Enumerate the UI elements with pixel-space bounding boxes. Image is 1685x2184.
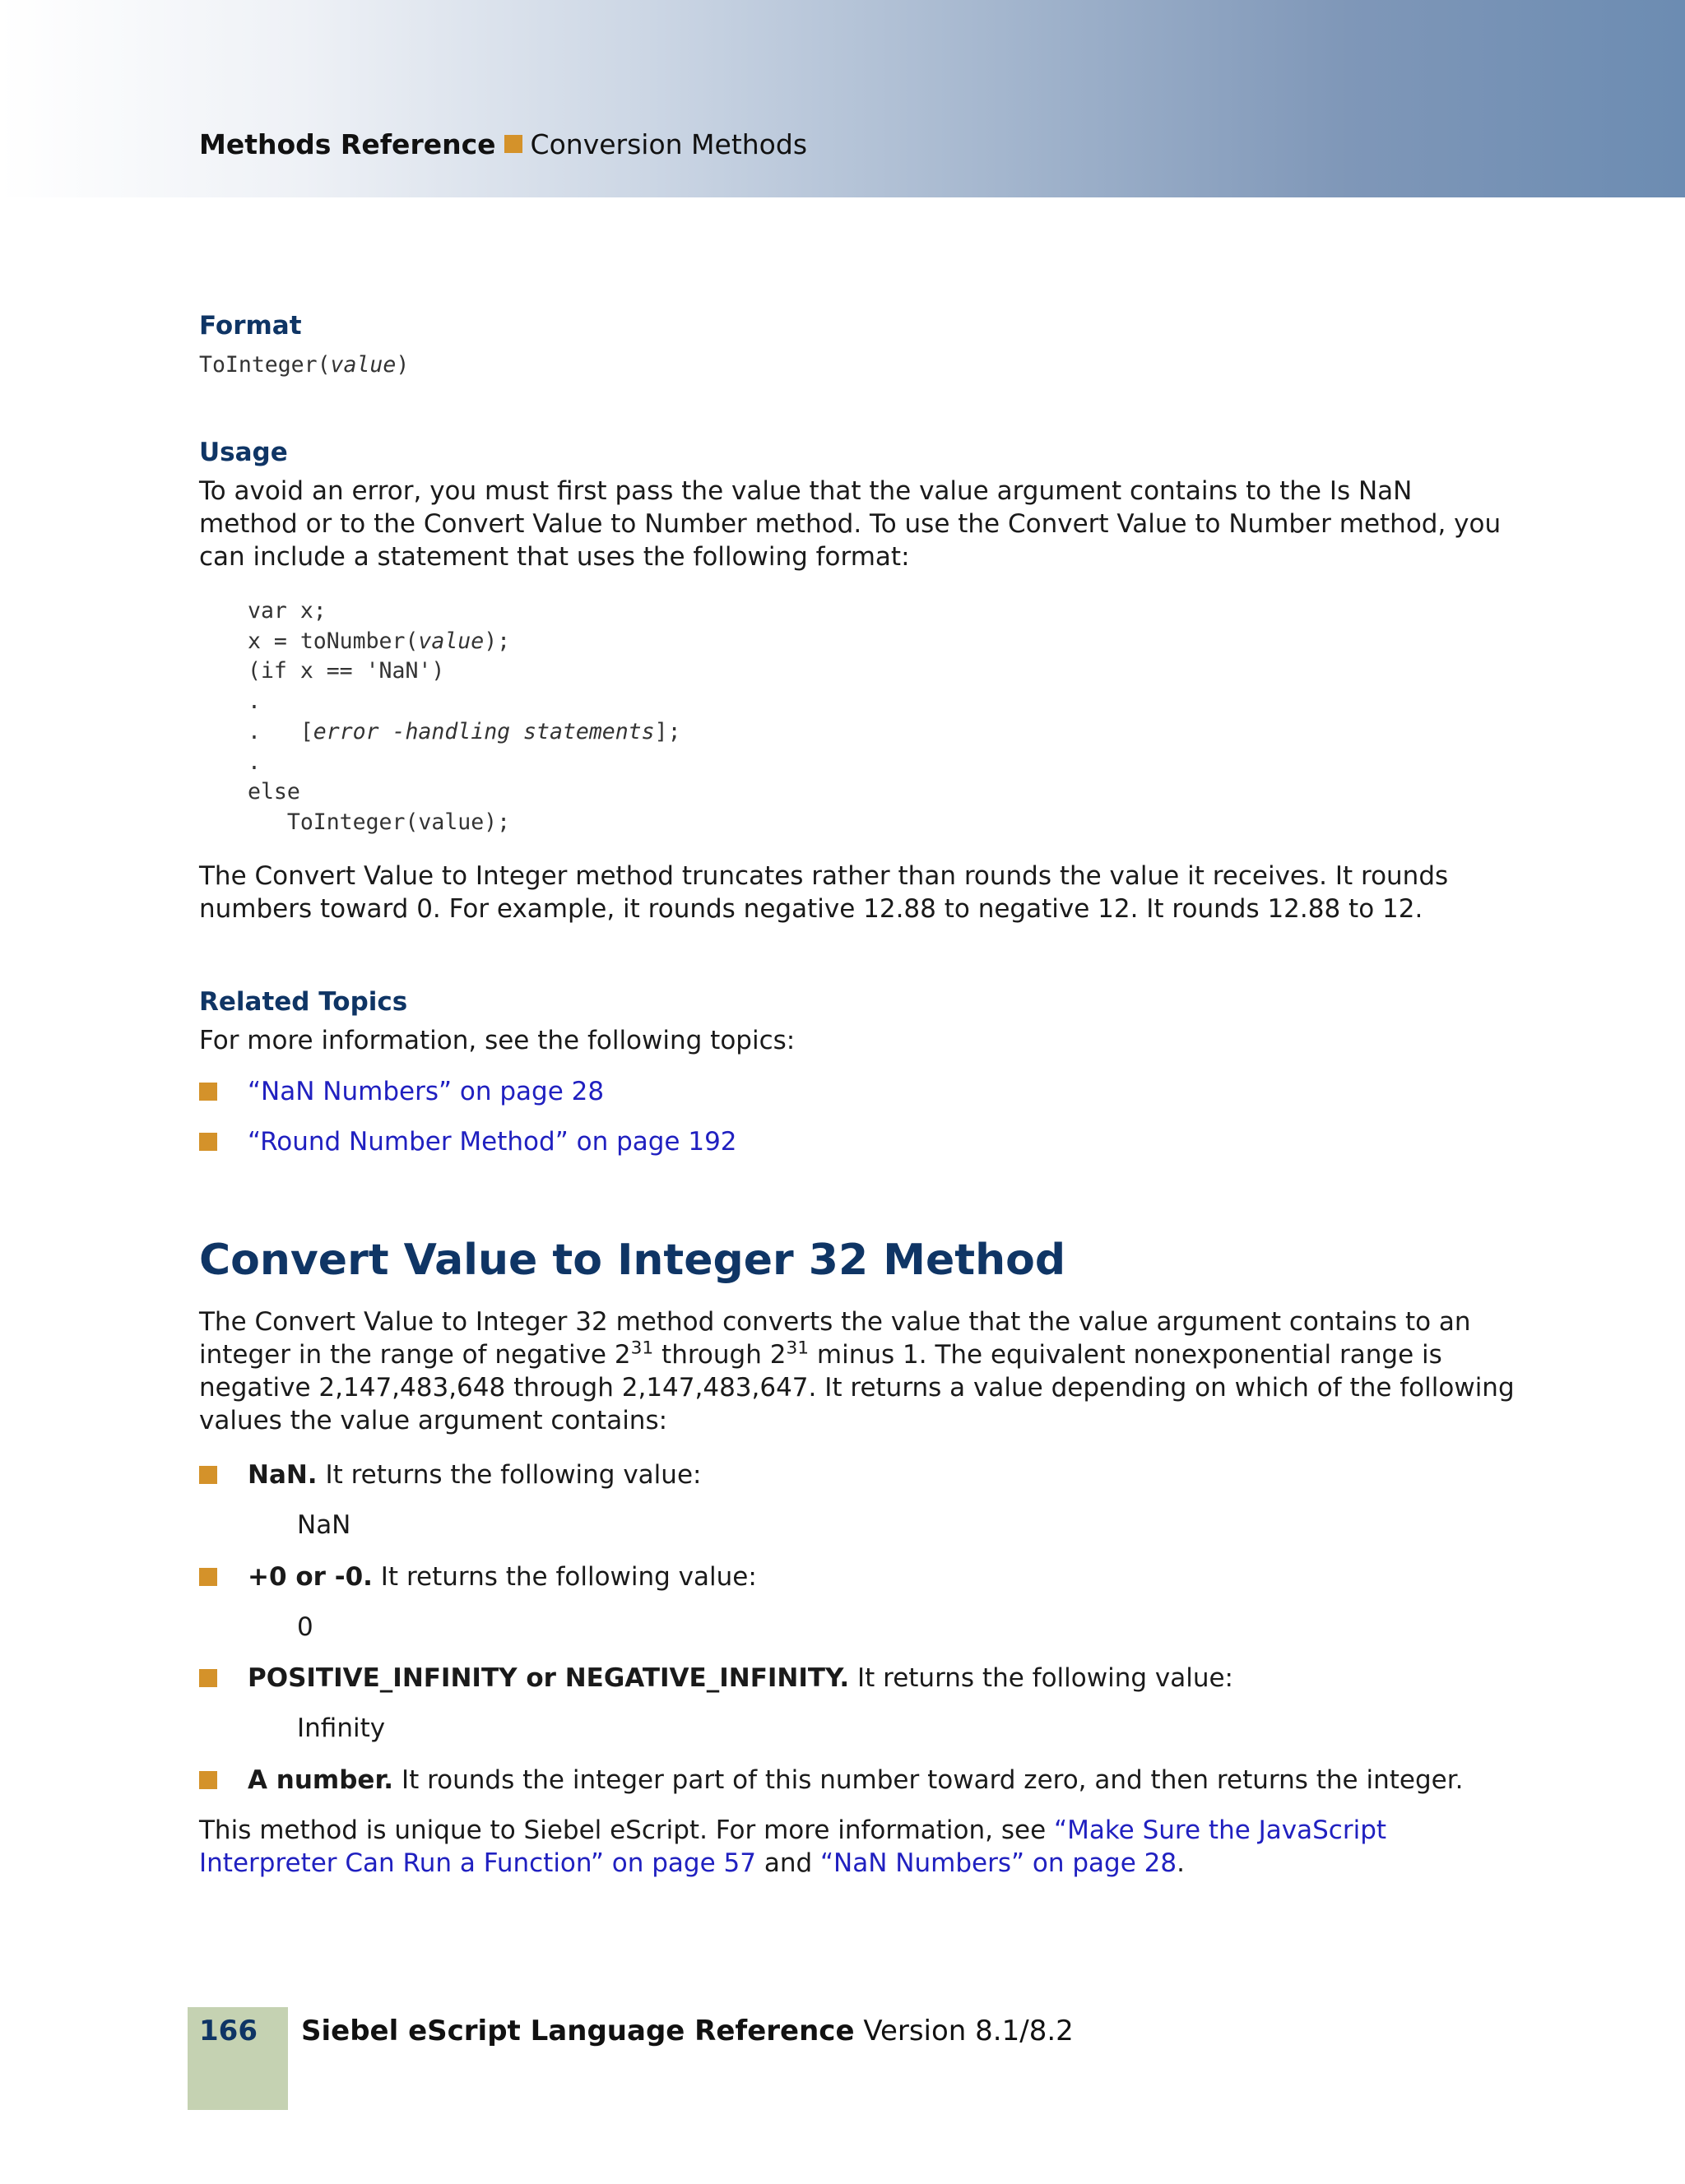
- square-bullet-icon: [504, 135, 522, 153]
- code-line: .: [248, 689, 261, 715]
- usage-paragraph: To avoid an error, you must first pass the value that the value argument contains to the Is NaN method or to the Convert Value to Number method. To use the Convert Value to Number method, you can include a statement that uses the following format:: [199, 476, 1502, 572]
- book-title: Siebel eScript Language Reference Version 8.1/8.2: [301, 2015, 1074, 2047]
- code-line: (if x == 'NaN'): [248, 658, 445, 684]
- code-sample: [248, 596, 681, 838]
- return-value: 0: [297, 1612, 313, 1642]
- format-syntax: [199, 352, 1516, 378]
- related-link-nan[interactable]: “NaN Numbers” on page 28: [248, 1077, 605, 1106]
- bullet-icon: [199, 1133, 217, 1151]
- bullet-icon: [199, 1669, 217, 1687]
- bullet-icon: [199, 1568, 217, 1586]
- return-value: Infinity: [297, 1713, 386, 1743]
- section-intro: The Convert Value to Integer 32 method converts the value that the value argument contains to an integer in the range of negative $2^{31}$ through $2^{31}$ minus 1. The equivalent nonexponential range is negative 2,147,483,648 through 2,147,483,647. It returns a value depending on which of the following values the value argument contains:: [199, 1307, 1515, 1435]
- code-line: var x;: [248, 598, 327, 624]
- link-interpreter[interactable]: “Make Sure the JavaScript Interpreter Can Run a Function” on page 57: [199, 1815, 1387, 1878]
- code-line: else: [248, 779, 300, 805]
- related-heading: Related Topics: [199, 987, 408, 1017]
- syntax-arg: value: [330, 352, 397, 378]
- usage-heading: Usage: [199, 438, 288, 467]
- bullet-icon: [199, 1771, 217, 1789]
- related-intro: For more information, see the following topics:: [199, 1026, 796, 1055]
- list-item: NaN. It returns the following value:: [248, 1460, 702, 1490]
- list-item: POSITIVE_INFINITY or NEGATIVE_INFINITY. It returns the following value:: [248, 1663, 1233, 1693]
- return-value: NaN: [297, 1510, 351, 1540]
- code-line: x = toNumber(value);: [248, 628, 511, 654]
- syntax-name: ToInteger(: [199, 352, 331, 378]
- format-heading: Format: [199, 311, 302, 341]
- section-title: Convert Value to Integer 32 Method: [199, 1236, 1066, 1285]
- running-header: [199, 128, 807, 160]
- code-line: . [error -handling statements];: [248, 718, 681, 744]
- truncation-paragraph: The Convert Value to Integer method truncates rather than rounds the value it receives. It rounds numbers toward 0. For example, it rounds negative 12.88 to negative 12. It rounds 12.88 to 12.: [199, 861, 1449, 924]
- header-band: [0, 0, 1685, 197]
- list-item: A number. It rounds the integer part of this number toward zero, and then returns the integer.: [248, 1765, 1464, 1795]
- code-line: .: [248, 749, 261, 775]
- related-link-round[interactable]: “Round Number Method” on page 192: [248, 1127, 737, 1157]
- page-number: 166: [199, 2015, 258, 2047]
- link-nan-numbers[interactable]: “NaN Numbers” on page 28: [820, 1848, 1177, 1878]
- code-line: ToInteger(value);: [248, 809, 511, 835]
- list-item: +0 or -0. It returns the following value:: [248, 1562, 757, 1592]
- closing-paragraph: This method is unique to Siebel eScript. For more information, see “Make Sure the JavaScript Interpreter Can Run a Function” on page 57 and “NaN Numbers” on page 28.: [199, 1815, 1387, 1878]
- header-section: Methods Reference: [199, 128, 496, 160]
- header-subsection: Conversion Methods: [530, 128, 808, 160]
- bullet-icon: [199, 1083, 217, 1101]
- bullet-icon: [199, 1466, 217, 1484]
- syntax-close: ): [396, 352, 410, 378]
